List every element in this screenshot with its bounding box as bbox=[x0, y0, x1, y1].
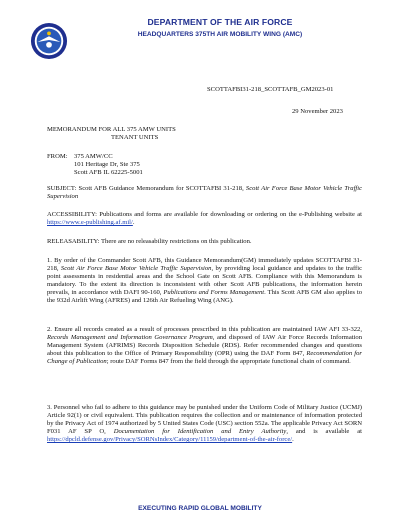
privacy-sorn-link[interactable]: https://dpcld.defense.gov/Privacy/SORNsIndex/Category/11159/department-of-the-air-force/ bbox=[47, 436, 293, 444]
releasability-paragraph: RELEASABILITY: There are no releasability restrictions on this publication. bbox=[47, 238, 252, 245]
from-label: FROM: bbox=[47, 153, 68, 160]
subject-paragraph: SUBJECT: Scott AFB Guidance Memorandum for SCOTTAFBI 31-218, Scott Air Force Base Motor Vehicle Traffic Supervision bbox=[47, 185, 362, 201]
accessibility-paragraph: ACCESSIBILITY: Publications and forms are available for downloading or ordering on the e-Publishing website at https://www.e-publishing.af.mil/. bbox=[47, 211, 362, 227]
memo-for-line-1: MEMORANDUM FOR ALL 375 AMW UNITS bbox=[47, 126, 176, 133]
document-id: SCOTTAFBI31-218_SCOTTAFB_GM2023-01 bbox=[207, 86, 334, 93]
paragraph-1: 1. By order of the Commander Scott AFB, this Guidance Memorandum(GM) immediately updates SCOTTAFBI 31-218, Scott Air Force Base Motor Vehicle Traffic Supervision, by providing local guidance and updates to the traffic point assessments in residential areas and the School Gate on Scott AFB. Compliance with this Memorandum is mandatory. To the extent its direction is inconsistent with other Scott AFB publications, the information herein prevails, in accordance with DAFI 90-160, Publications and Forms Management. This Scott AFB GM also applies to the 932d Airlift Wing (AFRES) and 126th Air Refueling Wing (ANG). bbox=[47, 257, 363, 305]
memo-date: 29 November 2023 bbox=[292, 108, 343, 115]
from-line-3: Scott AFB IL 62225-5001 bbox=[74, 169, 143, 176]
from-line-2: 101 Heritage Dr, Ste 375 bbox=[74, 161, 140, 168]
department-title: DEPARTMENT OF THE AIR FORCE bbox=[147, 17, 293, 27]
from-line-1: 375 AMW/CC bbox=[74, 153, 113, 160]
footer-motto: EXECUTING RAPID GLOBAL MOBILITY bbox=[138, 505, 262, 512]
memo-for-line-2: TENANT UNITS bbox=[111, 134, 159, 141]
air-force-seal-icon bbox=[30, 22, 68, 60]
paragraph-3: 3. Personnel who fail to adhere to this guidance may be punished under the Uniform Code of Military Justice (UCMJ) Article 92(1) or civil equivalent. This publication requires the collection and or maintenance of information protected by the Privacy Act of 1974 authorized by 5 United States Code (USC) section 552a. The applicable Privacy Act SORN F031 AF SP O, Documentation for Identification and Entry Authority, and is available at https://dpcld.defense.gov/Privacy/SORNsIndex/Category/11159/department-of-the-air-force/. bbox=[47, 404, 363, 444]
e-publishing-link[interactable]: https://www.e-publishing.af.mil/ bbox=[47, 219, 133, 227]
paragraph-2: 2. Ensure all records created as a result of processes prescribed in this publication are maintained IAW AFI 33-322, Records Management and Information Governance Program, and disposed of IAW Air Force Records Information Management System (AFRIMS) Records Disposition Schedule (RDS). Refer recommended changes and questions about this publication to the Office of Primary Responsibility (OPR) using the DAF Form 847, Recommendation for Change of Publication; route DAF Forms 847 from the field through the appropriate functional chain of command. bbox=[47, 326, 362, 366]
headquarters-subtitle: HEADQUARTERS 375TH AIR MOBILITY WING (AMC) bbox=[137, 31, 303, 38]
